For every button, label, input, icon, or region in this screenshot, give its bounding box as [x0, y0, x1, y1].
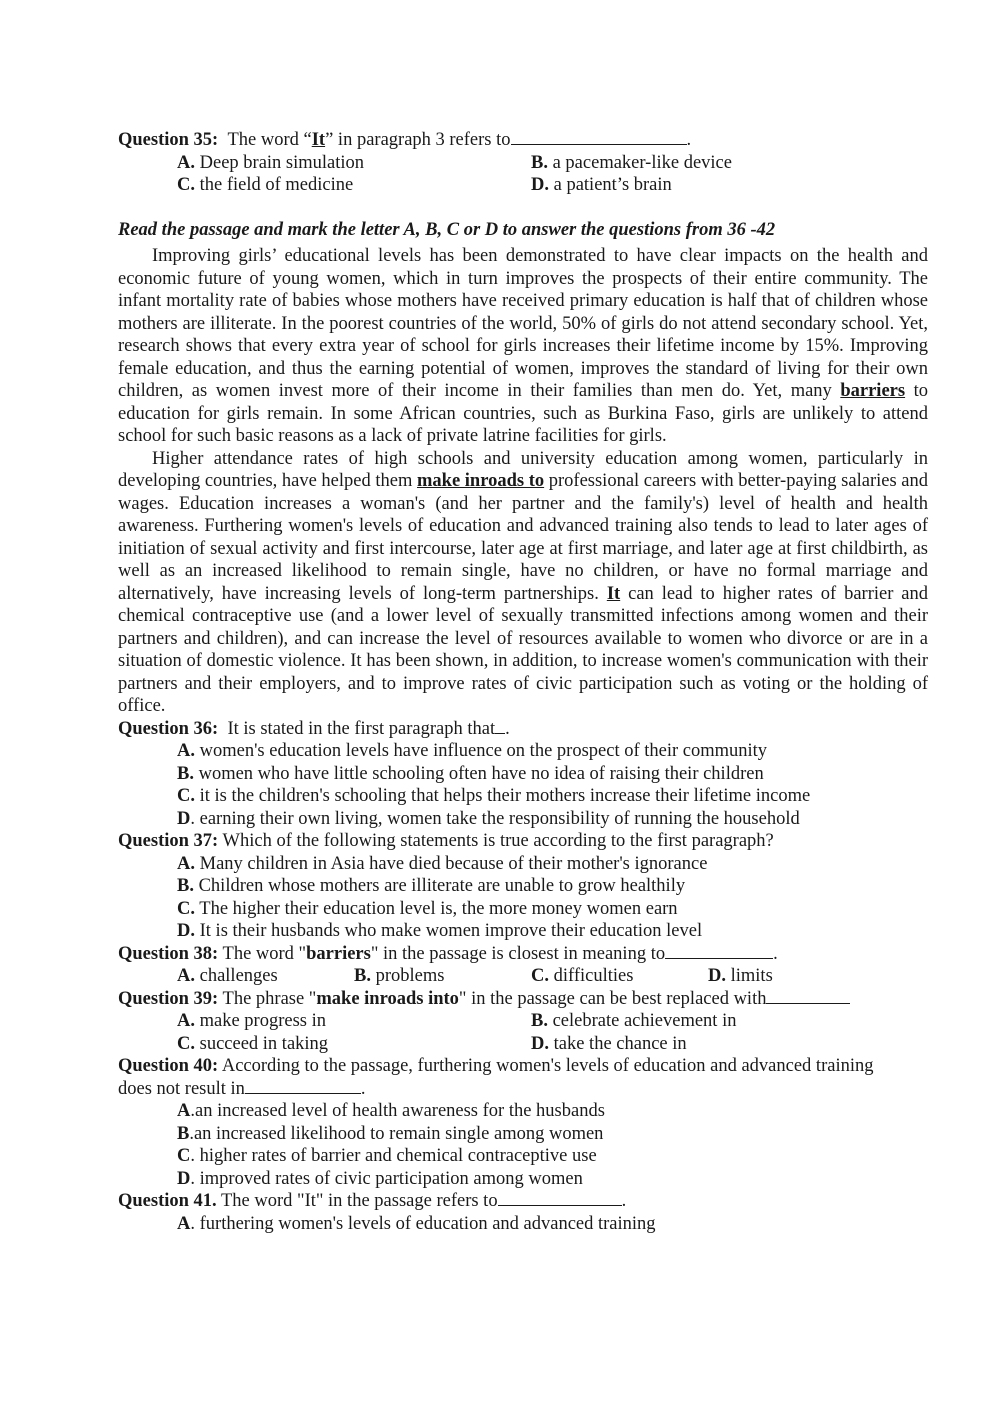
option-text: .an increased likelihood to remain single among women — [189, 1123, 604, 1144]
option-letter: D. — [531, 175, 549, 195]
option-b[interactable] — [354, 965, 531, 988]
option-text: . improved rates of civic participation among women — [190, 1168, 583, 1189]
passage-text: can lead to higher rates of barrier and chemical contraceptive use (and a lower level of sexually transmitted infections among women and their partners and children), and can increase the level of resources available to women who divorce or are in a situation of domestic violence. It has been shown, in addition, to increase women's communication with their partners and their employers, and to improve rates of civic participation such as voting or the holding of office. — [118, 583, 928, 716]
passage-key-phrase: make inroads to — [417, 471, 545, 491]
option-letter: B. — [531, 1011, 548, 1031]
stem-end: . — [686, 130, 692, 150]
option-letter: A. — [177, 741, 195, 761]
passage-key-word: It — [606, 583, 621, 604]
answer-blank — [766, 989, 850, 1004]
option-d[interactable] — [531, 174, 672, 197]
answer-blank — [511, 130, 687, 145]
option-letter: B. — [177, 876, 194, 896]
option-b[interactable] — [531, 152, 732, 175]
question-label: Question 37: — [118, 831, 219, 851]
question-label: Question 39: — [118, 988, 219, 1009]
option-text: the field of medicine — [199, 175, 354, 195]
option-text: . higher rates of barrier and chemical contraceptive use — [190, 1146, 597, 1166]
question-40-cont — [118, 1078, 928, 1101]
question-38 — [118, 943, 928, 966]
option-letter: C. — [531, 966, 549, 986]
option-letter: A. — [177, 152, 195, 173]
option-text: Deep brain simulation — [199, 152, 365, 173]
question-stem: According to the passage, furthering women's levels of education and advanced training — [221, 1056, 874, 1076]
worksheet-content — [118, 129, 928, 1235]
option-letter: A — [177, 1101, 191, 1121]
option-letter: A. — [177, 853, 195, 874]
option-text: succeed in taking — [199, 1033, 329, 1054]
option-a[interactable] — [118, 740, 928, 763]
option-text: challenges — [199, 966, 278, 986]
question-label: Question 40: — [118, 1056, 219, 1076]
option-text: problems — [375, 966, 445, 986]
key-word: barriers — [306, 943, 371, 964]
question-40 — [118, 1055, 928, 1078]
option-text: Children whose mothers are illiterate are unable to grow healthily — [198, 876, 686, 896]
option-a[interactable] — [118, 1213, 928, 1236]
option-text: make progress in — [199, 1011, 327, 1031]
option-letter: A. — [177, 966, 195, 986]
passage-key-word: barriers — [840, 381, 906, 401]
option-text: The higher their education level is, the more money women earn — [199, 898, 678, 919]
passage-paragraph-1 — [118, 245, 928, 448]
answer-blank — [498, 1191, 622, 1206]
option-d[interactable] — [118, 1168, 928, 1191]
passage-paragraph-2 — [118, 448, 928, 718]
option-letter: D. — [531, 1033, 549, 1054]
question-label: Question 35: — [118, 130, 219, 150]
option-text: women's education levels have influence on the prospect of their community — [199, 741, 768, 761]
question-37 — [118, 830, 928, 853]
option-text: . furthering women's levels of education and advanced training — [190, 1213, 656, 1234]
question-stem: The word "It" in the passage refers to — [220, 1191, 498, 1211]
option-text: difficulties — [553, 966, 634, 986]
stem-end: . — [621, 1191, 627, 1211]
reading-instruction: Read the passage and mark the letter A, B, C or D to answer the questions from 36 -42 — [118, 219, 776, 240]
option-text: celebrate achievement in — [552, 1011, 737, 1031]
option-text: It is their husbands who make women improve their education level — [199, 921, 703, 941]
question-label: Question 38: — [118, 943, 219, 964]
question-stem-cont: does not result in — [118, 1078, 245, 1099]
option-letter: B — [177, 1123, 190, 1144]
question-35 — [118, 129, 928, 152]
option-letter: A. — [177, 1011, 195, 1031]
question-41 — [118, 1190, 928, 1213]
option-text: limits — [730, 966, 773, 986]
question-stem-cont: " in the passage can be best replaced with — [458, 988, 767, 1009]
question-stem: It is stated in the first paragraph that — [227, 718, 496, 739]
options-row — [118, 1033, 928, 1056]
option-text: .an increased level of health awareness for the husbands — [190, 1101, 605, 1121]
option-d[interactable] — [118, 808, 928, 831]
option-text: women who have little schooling often have no idea of raising their children — [198, 763, 764, 784]
passage-text: to education for girls remain. In some African countries, such as Burkina Faso, girls are unlikely to attend school for such basic reasons as a lack of private latrine facilities for girls. — [118, 381, 929, 446]
option-letter: A — [177, 1213, 191, 1234]
option-letter: D — [177, 808, 191, 829]
option-a[interactable] — [118, 853, 928, 876]
question-39 — [118, 988, 928, 1011]
option-a[interactable] — [177, 965, 354, 988]
option-c[interactable] — [118, 785, 928, 808]
answer-blank — [245, 1079, 361, 1094]
option-letter: D — [177, 1168, 191, 1189]
question-label: Question 36: — [118, 718, 219, 739]
option-c[interactable] — [531, 965, 708, 988]
passage-text: Higher attendance rates of high schools and university education among women, particularly in developing countries, have helped them — [118, 448, 928, 491]
option-b[interactable] — [118, 1123, 928, 1146]
key-word: It — [311, 130, 326, 150]
key-phrase: make inroads into — [316, 988, 459, 1009]
option-letter: C. — [177, 1033, 195, 1054]
option-c[interactable] — [177, 174, 531, 197]
option-c[interactable] — [118, 898, 928, 921]
option-letter: C. — [177, 898, 195, 919]
answer-blank — [665, 944, 773, 959]
option-text: a patient’s brain — [553, 175, 672, 195]
options-row — [118, 1010, 928, 1033]
option-text: it is the children's schooling that helps their mothers increase their lifetime income — [199, 786, 811, 806]
option-letter: C. — [177, 786, 195, 806]
option-letter: B. — [354, 966, 371, 986]
option-letter: B. — [177, 763, 194, 784]
option-b[interactable] — [118, 875, 928, 898]
question-stem: The word " — [222, 943, 307, 964]
option-c[interactable] — [118, 1145, 928, 1168]
option-text: a pacemaker-like device — [552, 152, 732, 173]
stem-end: . — [773, 943, 778, 964]
question-stem-cont: " in the passage is closest in meaning to — [370, 943, 666, 964]
option-b[interactable] — [118, 763, 928, 786]
option-c[interactable] — [177, 1033, 531, 1056]
option-d[interactable] — [531, 1033, 687, 1056]
option-letter: C — [177, 1146, 191, 1166]
option-a[interactable] — [177, 1010, 531, 1033]
stem-end: . — [505, 718, 510, 739]
option-text: . earning their own living, women take the responsibility of running the household — [190, 808, 800, 829]
option-d[interactable] — [708, 965, 773, 988]
option-letter: D. — [708, 966, 726, 986]
passage-text: professional careers with better-paying salaries and wages. Education increases a woman's (and her partner and the family's) level of health and health awareness. Furthering women's levels of education and advanced training also tends to lead to later ages of initiation of sexual activity and first intercourse, later age at first marriage, and later age at first childbirth, as well as an increased likelihood to remain single, have no children, or have no formal marriage and alternatively, have increasing levels of long-term partnerships. — [118, 471, 928, 604]
option-text: take the chance in — [553, 1033, 687, 1054]
option-text: Many children in Asia have died because of their mother's ignorance — [199, 853, 708, 874]
option-a[interactable] — [118, 1100, 928, 1123]
question-stem-cont: ” in paragraph 3 refers to — [325, 130, 511, 150]
question-36 — [118, 718, 928, 741]
passage-text: Improving girls’ educational levels has been demonstrated to have clear impacts on the health and economic future of young women, which in turn improves the prospects of their entire community. The infant mortality rate of babies whose mothers have received primary education is half that of children whose mothers are illiterate. In the poorest countries of the world, 50% of girls do not attend secondary school. Yet, research shows that every extra year of school for girls increases their lifetime income by 15%. Improving female education, and thus the earning potential of women, improves the standard of living for their own children, as women invest more of their income in their families than men do. Yet, many — [118, 246, 928, 401]
option-a[interactable] — [177, 152, 531, 175]
options-row — [118, 174, 928, 197]
options-row — [118, 152, 928, 175]
option-d[interactable] — [118, 920, 928, 943]
option-letter: D. — [177, 921, 195, 941]
option-letter: C. — [177, 175, 195, 195]
option-b[interactable] — [531, 1010, 736, 1033]
question-stem: The phrase " — [222, 988, 317, 1009]
question-stem: Which of the following statements is true according to the first paragraph? — [222, 831, 774, 851]
answer-blank — [495, 719, 505, 734]
stem-end: . — [360, 1078, 366, 1099]
options-row — [118, 965, 928, 988]
option-letter: B. — [531, 152, 548, 173]
question-label: Question 41. — [118, 1191, 217, 1211]
question-stem: The word “ — [227, 130, 312, 150]
